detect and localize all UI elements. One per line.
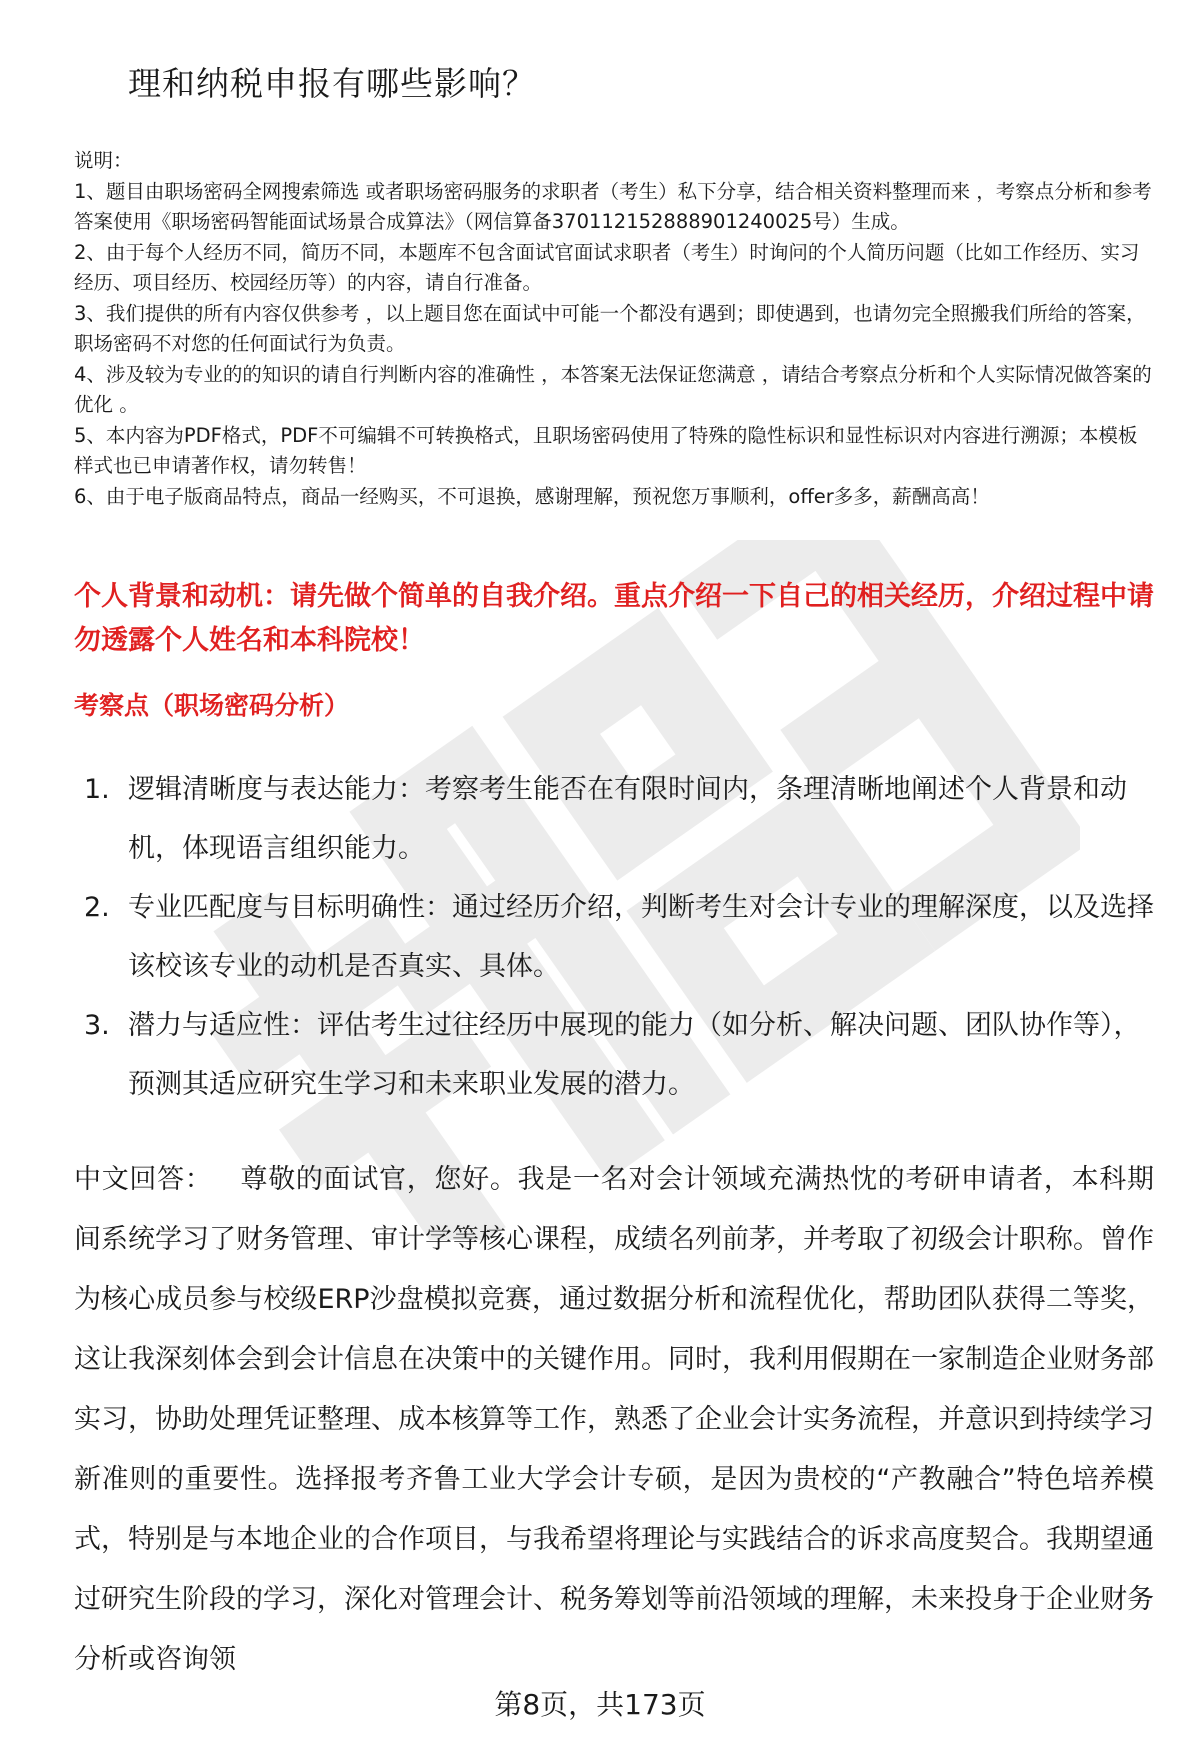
answer-label: 中文回答： <box>74 1164 213 1195</box>
point-text: 专业匹配度与目标明确性：通过经历介绍，判断考生对会计专业的理解深度，以及选择该校该专业的动机是否真实、具体。 <box>128 892 1154 982</box>
note-item: 1、题目由职场密码全网搜索筛选 或者职场密码服务的求职者（考生）私下分享，结合相关资料整理而来 ，考察点分析和参考答案使用《职场密码智能面试场景合成算法》（网信算备370112152888901240025号）生成。 <box>74 179 1152 233</box>
point-number: 1. <box>84 774 110 805</box>
chinese-answer <box>74 1150 1154 1690</box>
analysis-title: 考察点（职场密码分析） <box>74 691 350 720</box>
point-text: 潜力与适应性：评估考生过往经历中展现的能力（如分析、解决问题、团队协作等），预测其适应研究生学习和未来职业发展的潜力。 <box>128 1010 1141 1100</box>
note-item: 6、由于电子版商品特点，商品一经购买，不可退换，感谢理解，预祝您万事顺利，offer多多，薪酬高高！ <box>74 484 990 508</box>
note-item: 5、本内容为PDF格式，PDF不可编辑不可转换格式，且职场密码使用了特殊的隐性标识和显性标识对内容进行溯源；本模板样式也已申请著作权，请勿转售！ <box>74 423 1138 477</box>
page-number: 第8页，共173页 <box>494 1688 706 1721</box>
previous-question-continuation: 理和纳税申报有哪些影响？ <box>128 64 536 103</box>
disclaimer-notes <box>74 146 1154 512</box>
analysis-point <box>74 760 1154 878</box>
notes-title: 说明： <box>74 149 133 172</box>
point-text: 逻辑清晰度与表达能力：考察考生能否在有限时间内，条理清晰地阐述个人背景和动机，体现语言组织能力。 <box>128 774 1127 864</box>
interview-question: 个人背景和动机：请先做个简单的自我介绍。重点介绍一下自己的相关经历，介绍过程中请勿透露个人姓名和本科院校！ <box>74 581 1154 656</box>
answer-text: 尊敬的面试官，您好。我是一名对会计领域充满热忱的考研申请者，本科期间系统学习了财务管理、审计学等核心课程，成绩名列前茅，并考取了初级会计职称。曾作为核心成员参与校级ERP沙盘模拟竞赛，通过数据分析和流程优化，帮助团队获得二等奖，这让我深刻体会到会计信息在决策中的关键作用。同时，我利用假期在一家制造企业财务部实习，协助处理凭证整理、成本核算等工作，熟悉了企业会计实务流程，并意识到持续学习新准则的重要性。选择报考齐鲁工业大学会计专硕，是因为贵校的“产教融合”特色培养模式，特别是与本地企业的合作项目，与我希望将理论与实践结合的诉求高度契合。我期望通过研究生阶段的学习，深化对管理会计、税务筹划等前沿领域的理解，未来投身于企业财务分析或咨询领 <box>74 1164 1155 1675</box>
analysis-point <box>74 996 1154 1114</box>
note-item: 2、由于每个人经历不同，简历不同，本题库不包含面试官面试求职者（考生）时询问的个人简历问题（比如工作经历、实习经历、项目经历、校园经历等）的内容，请自行准备。 <box>74 240 1140 294</box>
point-number: 2. <box>84 892 110 923</box>
analysis-point <box>74 878 1154 996</box>
note-item: 4、涉及较为专业的的知识的请自行判断内容的准确性 ，本答案无法保证您满意 ，请结合考察点分析和个人实际情况做答案的优化 。 <box>74 362 1152 416</box>
analysis-points-list <box>74 760 1154 1114</box>
point-number: 3. <box>84 1010 110 1041</box>
note-item: 3、我们提供的所有内容仅供参考 ，以上题目您在面试中可能一个都没有遇到；即使遇到，也请勿完全照搬我们所给的答案，职场密码不对您的任何面试行为负责。 <box>74 301 1146 355</box>
